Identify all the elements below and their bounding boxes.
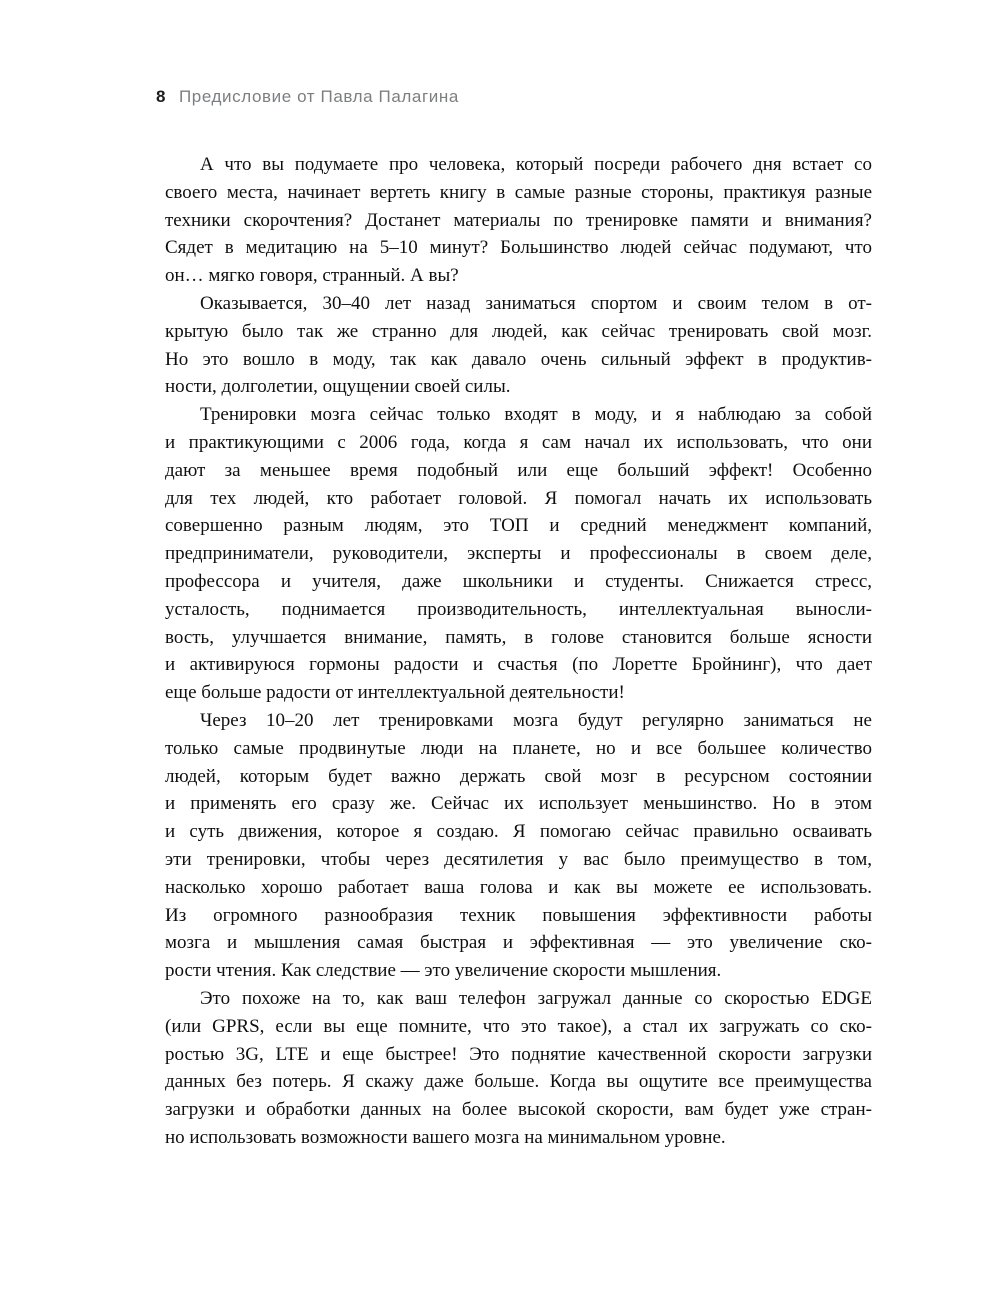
text-line: своего места, начинает вертеть книгу в самые разные стороны, практикуя разные [165,181,872,203]
text-line: Через 10–20 лет тренировками мозга будут регулярно заниматься не [200,709,872,731]
page-number: 8 [156,87,166,106]
text-line: (или GPRS, если вы еще помните, что это такое), а стал их загружать со ско- [165,1015,872,1037]
text-line: он… мягко говоря, странный. А вы? [165,265,459,287]
text-line: вость, улучшается внимание, память, в голове становится больше ясности [165,626,872,648]
text-line: усталость, поднимается производительность, интеллектуальная выносли- [165,598,872,620]
text-line: еще больше радости от интеллектуальной деятельности! [165,682,625,704]
text-line: людей, которым будет важно держать свой мозг в ресурсном состоянии [165,765,872,787]
text-line: Но это вошло в моду, так как давало очень сильный эффект в продуктив- [165,348,872,370]
text-line: Тренировки мозга сейчас только входят в моду, и я наблюдаю за собой [200,404,872,426]
running-head: Предисловие от Павла Палагина [178,87,459,106]
text-line: для тех людей, кто работает головой. Я помогал начать их использовать [165,487,872,509]
text-line: Из огромного разнообразия техник повышения эффективности работы [165,904,872,926]
text-line: профессора и учителя, даже школьники и студенты. Снижается стресс, [165,570,872,592]
page-header [156,87,459,107]
text-line: Это похоже на то, как ваш телефон загружал данные со скоростью EDGE [200,987,872,1009]
text-line: загрузки и обработки данных на более высокой скорости, вам будет уже стран- [165,1099,872,1121]
text-line: но использовать возможности вашего мозга на минимальном уровне. [165,1126,726,1148]
text-line: насколько хорошо работает ваша голова и как вы можете ее использовать. [165,876,872,898]
text-line: данных без потерь. Я скажу даже больше. Когда вы ощутите все преимущества [165,1071,872,1093]
text-line: дают за меньшее время подобный или еще больший эффект! Особенно [165,459,872,481]
text-line: только самые продвинутые люди на планете, но и все большее количество [165,737,872,759]
text-line: и суть движения, которое я создаю. Я помогаю сейчас правильно осваивать [165,821,872,843]
text-line: техники скорочтения? Достанет материалы по тренировке памяти и внимания? [165,209,872,231]
text-line: и активируюся гормоны радости и счастья (по Лоретте Бройнинг), что дает [165,654,872,676]
text-line: совершенно разным людям, это ТОП и средний менеджмент компаний, [165,515,872,537]
text-line: рости чтения. Как следствие — это увеличение скорости мышления. [165,960,722,982]
text-line: и практикующими с 2006 года, когда я сам начал их использовать, что они [165,431,872,453]
text-line: ростью 3G, LTE и еще быстрее! Это поднятие качественной скорости загрузки [165,1043,872,1065]
text-line: и применять его сразу же. Сейчас их использует меньшинство. Но в этом [165,793,872,815]
page-body [165,151,872,1152]
text-line: крытую было так же странно для людей, как сейчас тренировать свой мозг. [165,320,872,342]
text-line: эти тренировки, чтобы через десятилетия у вас было преимущество в том, [165,848,872,870]
text-line: ности, долголетии, ощущении своей силы. [165,376,511,398]
text-line: Сядет в медитацию на 5–10 минут? Большинство людей сейчас подумают, что [165,237,872,259]
text-line: мозга и мышления самая быстрая и эффективная — это увеличение ско- [165,932,872,954]
text-line: А что вы подумаете про человека, который посреди рабочего дня встает со [200,154,872,175]
text-line: предприниматели, руководители, эксперты и профессионалы в своем деле, [165,543,872,565]
text-line: Оказывается, 30–40 лет назад заниматься спортом и своим телом в от- [200,292,872,314]
